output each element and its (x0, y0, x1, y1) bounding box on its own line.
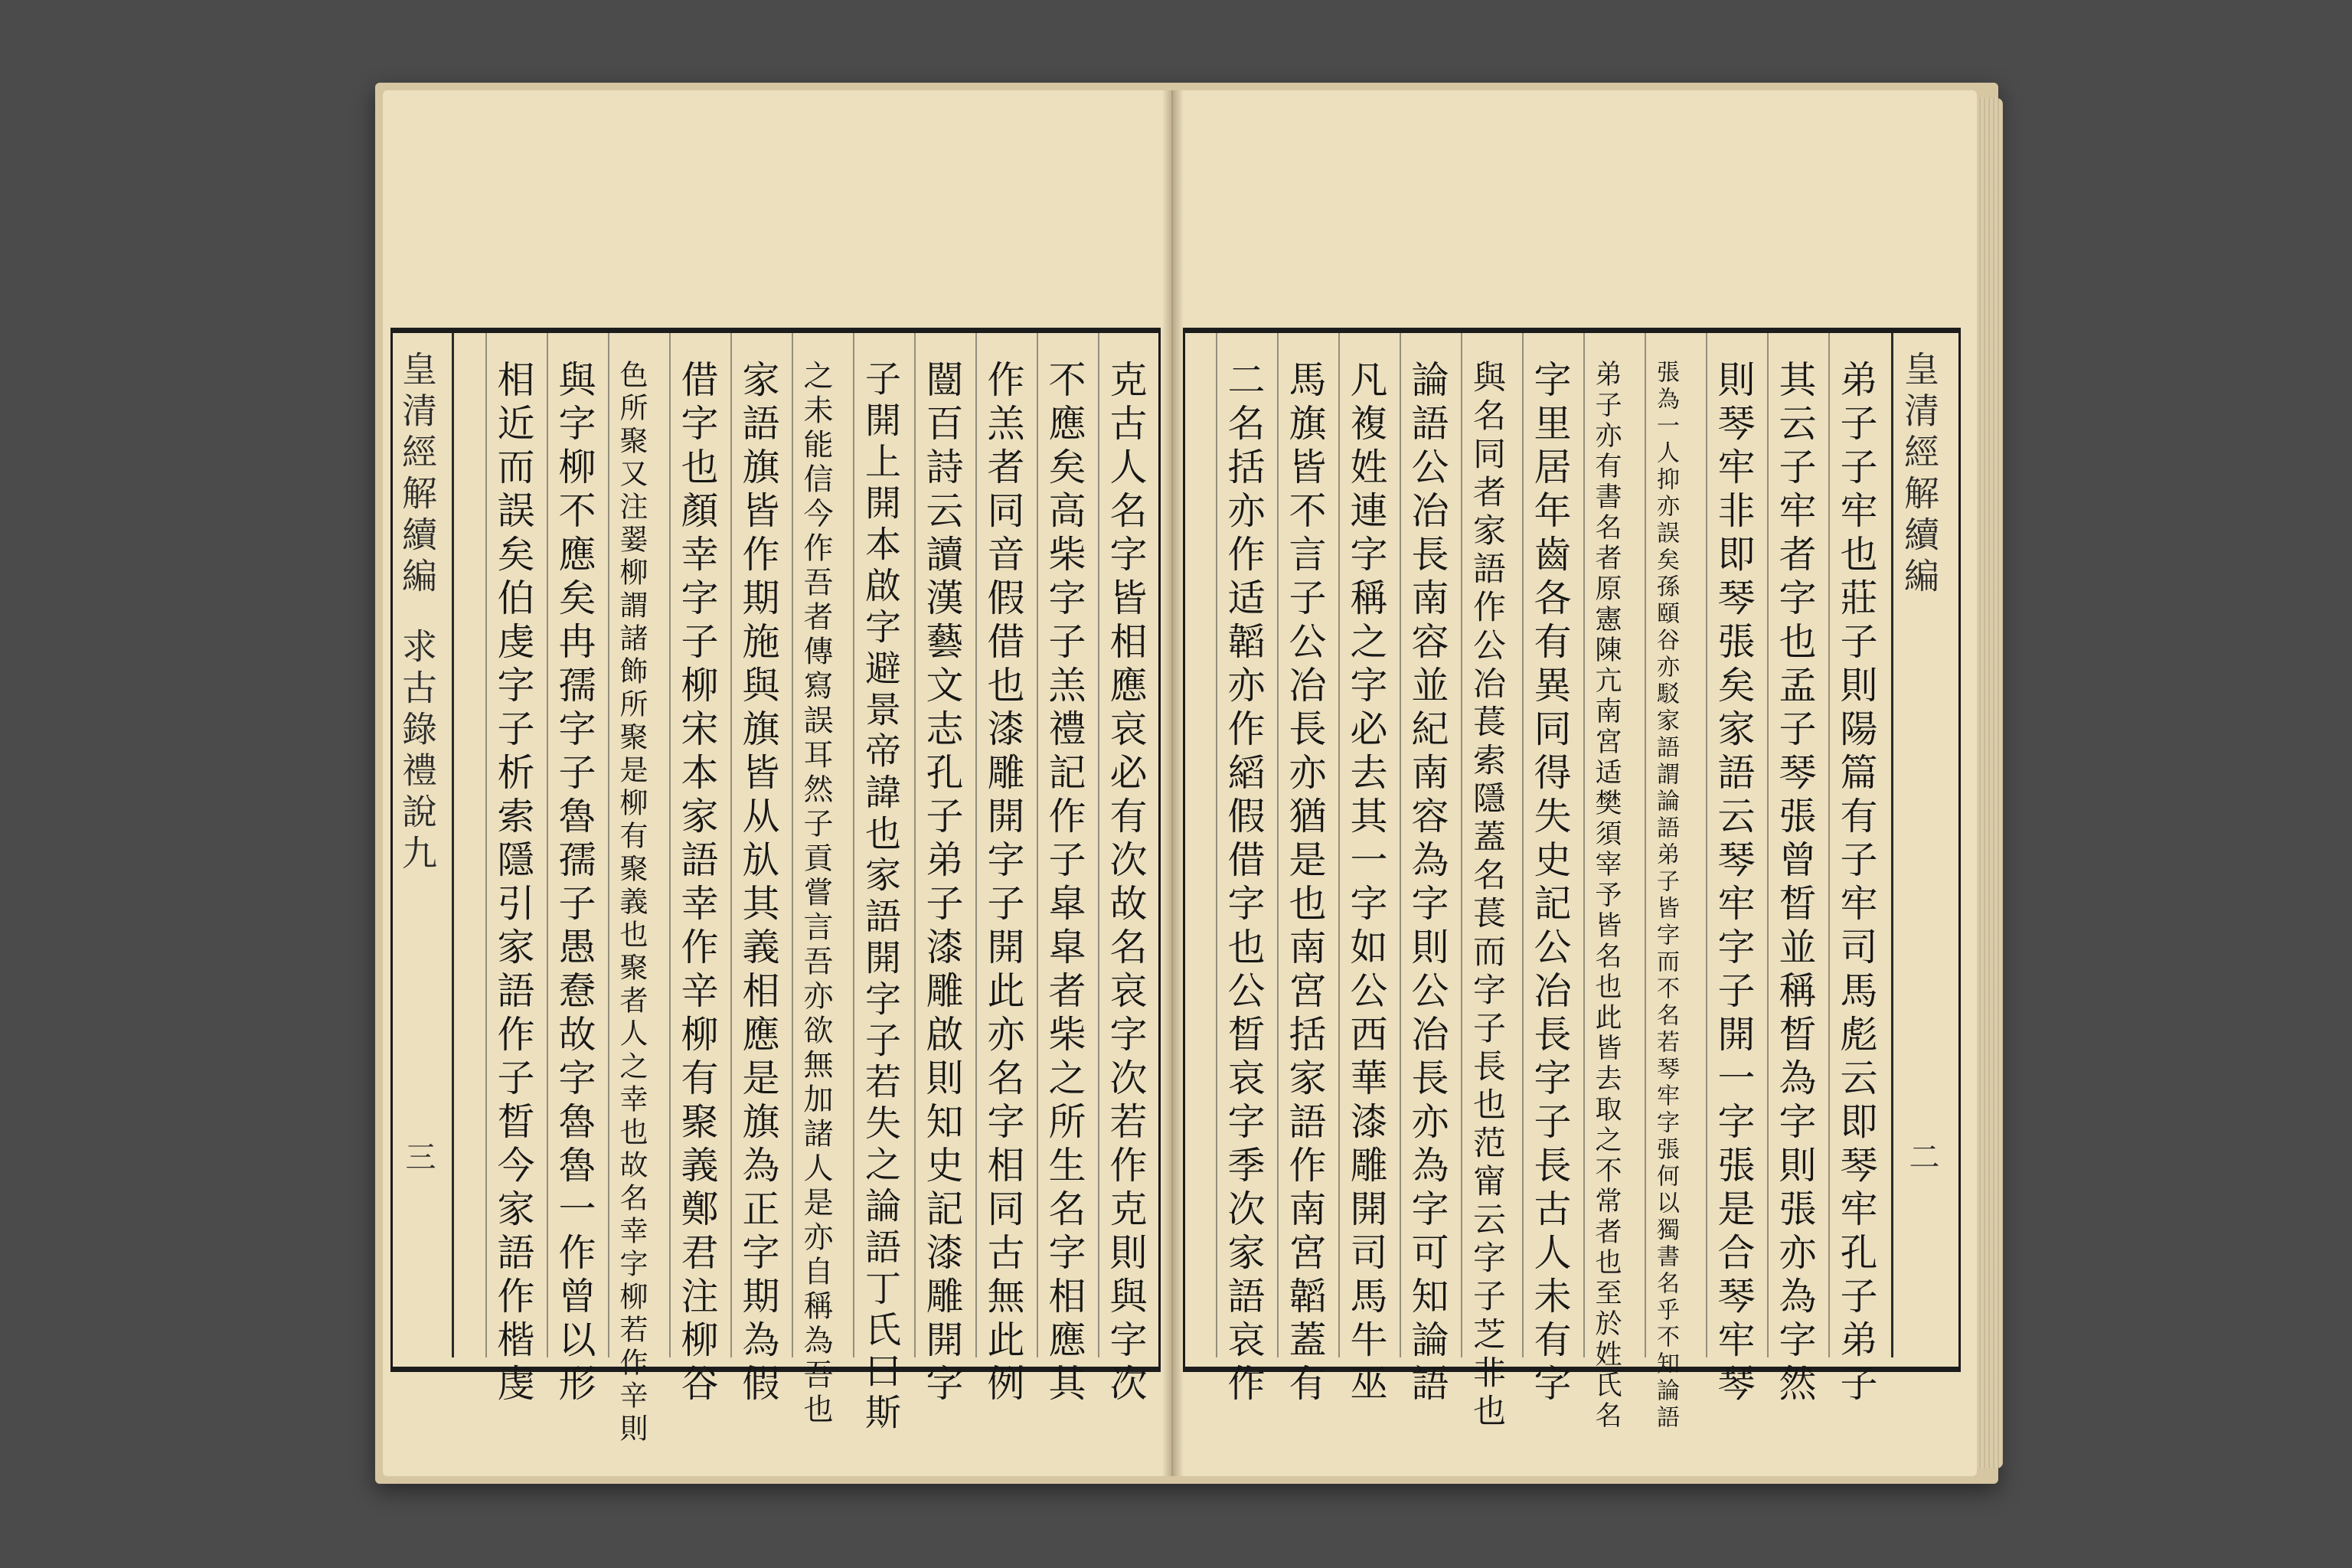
left-margin-rule (452, 333, 454, 1357)
right-page-column-rule (1522, 333, 1524, 1357)
left-page-column-rule (1037, 333, 1038, 1357)
right-page-column-rule (1216, 333, 1217, 1357)
right-margin-rule (1891, 333, 1893, 1357)
right-page-number: 二 (1904, 1141, 1939, 1178)
left-page-column-1: 克古人名字皆相應哀必有次故名哀字次若作克則與字次 (1104, 360, 1148, 1407)
left-page-column-rule (914, 333, 916, 1357)
left-page-column-rule (853, 333, 854, 1357)
left-page-column-rule (547, 333, 548, 1357)
left-margin-title: 皇清經解續編 (397, 351, 438, 599)
left-page-column-rule (1098, 333, 1099, 1357)
left-page-column-rule (608, 333, 609, 1357)
right-page-column-7: 與名同者家語作公冶萇索隱蓋名萇而字子長也范甯云字子芝非也 (1468, 360, 1506, 1432)
right-page-column-rule (1400, 333, 1401, 1357)
left-margin-section: 求古錄禮說九 (397, 628, 438, 876)
left-page-column-5: 子開上開本啟字避景帝諱也家語開字子若失之論語丁氏曰斯 (859, 360, 901, 1435)
right-page-column-8: 論語公冶長南容並紀南容為字則公冶長亦為字可知論語 (1406, 360, 1449, 1407)
right-page-column-6: 字里居年齒各有異同得失史記公冶長字子長古人未有字 (1528, 360, 1572, 1407)
left-page-column-3: 作羔者同音假借也漆雕開字子開此亦名字相同古無此例 (982, 360, 1025, 1407)
right-page-column-4: 張為一人抑亦誤矣孫頤谷亦駁家語謂論語弟子皆字而不名若琴牢字張何以獨書名乎不知論語 (1652, 360, 1679, 1432)
right-page-column-rule (1706, 333, 1707, 1357)
left-page-column-rule (730, 333, 732, 1357)
left-page-column-9: 色所聚又注翣柳謂諸飾所聚是柳有聚義也聚者人之幸也故名幸字柳若作辛則 (615, 360, 648, 1446)
right-page-column-10: 馬旗皆不言子公冶長亦猶是也南宮括家語作南宮韜蓋有 (1283, 360, 1327, 1407)
book-gutter (1162, 90, 1184, 1476)
left-page-column-rule (975, 333, 977, 1357)
left-page-column-11: 相近而誤矣伯虔字子析索隱引家語作子晳今家語作楷虔 (492, 360, 535, 1407)
right-page-column-rule (1583, 333, 1585, 1357)
right-page-column-rule (1645, 333, 1646, 1357)
left-page-column-4: 闓百詩云讀漢藝文志孔子弟子漆雕啟則知史記漆雕開字 (920, 360, 964, 1407)
right-page-column-rule (1828, 333, 1830, 1357)
right-page-column-rule (1277, 333, 1279, 1357)
right-page-column-rule (1767, 333, 1769, 1357)
left-page-column-rule (485, 333, 487, 1357)
right-page-column-1: 弟子子牢也莊子則陽篇有子牢司馬彪云即琴牢孔子弟子 (1834, 360, 1878, 1407)
right-page-column-2: 其云子牢者字也孟子琴張曾晳並稱晳為字則張亦為字然 (1773, 360, 1817, 1407)
right-page-column-9: 凡複姓連字稱之字必去其一字如公西華漆雕開司馬牛巫 (1344, 360, 1388, 1407)
right-page-column-rule (1338, 333, 1340, 1357)
left-page-column-rule (792, 333, 793, 1357)
left-page-number: 三 (400, 1141, 436, 1178)
left-page-column-6: 之未能信今作吾者傳寫誤耳然子貢嘗言吾亦欲無加諸人是亦自稱為吾也 (799, 360, 833, 1428)
right-page-column-3: 則琴牢非即琴張矣家語云琴牢字子開一字張是合琴牢琴 (1712, 360, 1756, 1407)
page-edges (1977, 98, 2003, 1468)
right-page-column-rule (1461, 333, 1462, 1357)
right-page-column-11: 二名括亦作适韜亦作縚假借字也公晳哀字季次家語哀作 (1222, 360, 1266, 1407)
left-page-column-10: 與字柳不應矣冉孺字子魯孺子愚憃故字魯魯一作曾以形 (553, 360, 596, 1407)
left-page-column-2: 不應矣高柴字子羔禮記作子皐皐者柴之所生名字相應其 (1043, 360, 1086, 1407)
left-page-column-7: 家語旗皆作期施與旗皆从㫃其義相應是旗為正字期為假 (737, 360, 780, 1407)
right-margin-title: 皇清經解續編 (1899, 351, 1940, 599)
right-page-column-5: 弟子亦有書名者原憲陳亢南宮适樊須宰予皆名也此皆去取之不常者也至於姓氏名 (1591, 360, 1622, 1432)
left-page-column-rule (669, 333, 671, 1357)
left-page-column-8: 借字也顏幸字子柳宋本家語幸作辛柳有聚義鄭君注柳谷 (675, 360, 719, 1407)
